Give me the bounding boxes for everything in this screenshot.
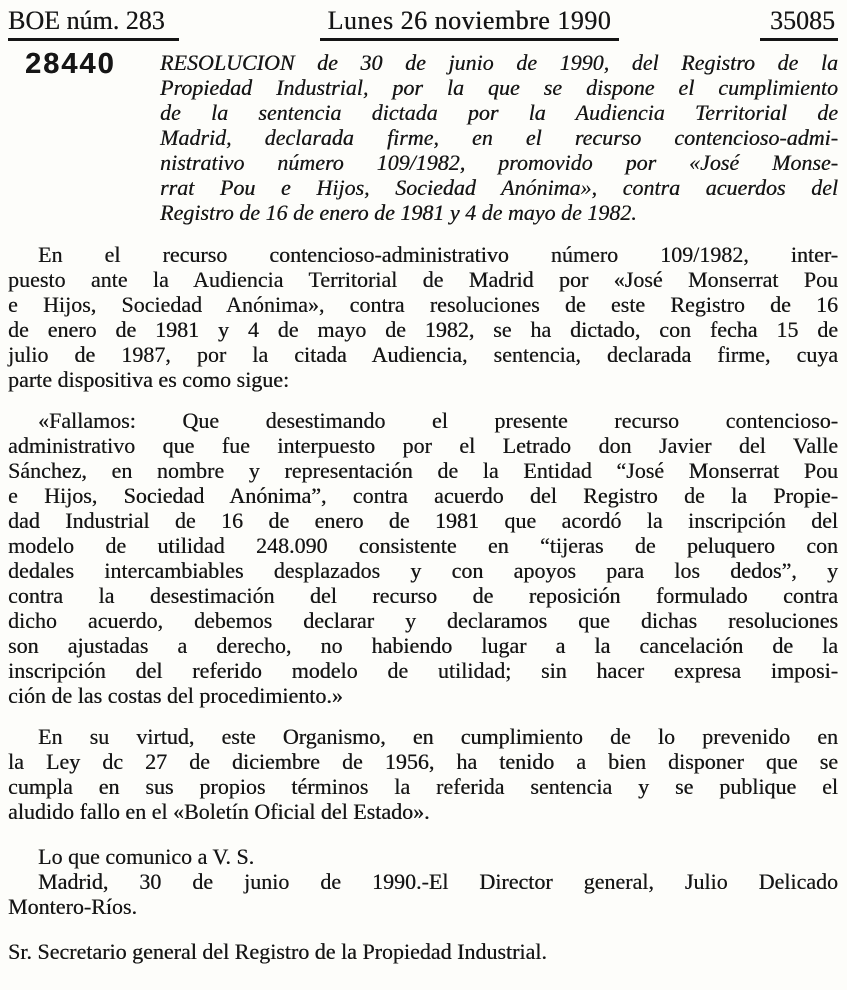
- text-line: dad Industrial de 16 de enero de 1981 que acordó la inscripción del: [8, 508, 838, 533]
- article-body: [8, 242, 838, 964]
- text-line: son ajustadas a derecho, no habiendo lugar a la cancelación de la: [8, 633, 838, 658]
- heading-line: de la sentencia dictada por la Audiencia Territorial de: [160, 100, 838, 125]
- paragraph: [8, 242, 838, 392]
- paragraph: [8, 939, 838, 964]
- paragraph: [8, 844, 838, 869]
- heading-line: Madrid, declarada firme, en el recurso contencioso-admi-: [160, 125, 838, 150]
- issue-date: Lunes 26 noviembre 1990: [320, 6, 620, 41]
- article-heading: [160, 50, 838, 225]
- page-header: [8, 6, 838, 41]
- text-line: de enero de 1981 y 4 de mayo de 1982, se ha dictado, con fecha 15 de: [8, 317, 838, 342]
- heading-line: RESOLUCION de 30 de junio de 1990, del Registro de la: [160, 50, 838, 75]
- issue-number: BOE núm. 283: [8, 6, 179, 41]
- text-line: parte dispositiva es como sigue:: [8, 367, 290, 392]
- page-number: 35085: [760, 6, 838, 41]
- text-line: la Ley dc 27 de diciembre de 1956, ha tenido a bien disponer que se: [8, 749, 838, 774]
- paragraph: [8, 869, 838, 919]
- heading-line: Registro de 16 de enero de 1981 y 4 de mayo de 1982.: [160, 200, 637, 225]
- text-line: ción de las costas del procedimiento.»: [8, 683, 343, 708]
- text-line: «Fallamos: Que desestimando el presente recurso contencioso-: [38, 408, 838, 433]
- text-line: modelo de utilidad 248.090 consistente en “tijeras de peluquero con: [8, 533, 838, 558]
- text-line: cumpla en sus propios términos la referida sentencia y se publique el: [8, 774, 838, 799]
- text-line: En el recurso contencioso-administrativo número 109/1982, inter-: [38, 242, 838, 267]
- text-line: Lo que comunico a V. S.: [38, 844, 255, 869]
- text-line: e Hijos, Sociedad Anónima», contra resoluciones de este Registro de 16: [8, 292, 838, 317]
- text-line: e Hijos, Sociedad Anónima”, contra acuerdo del Registro de la Propie-: [8, 483, 838, 508]
- paragraph: [8, 408, 838, 708]
- text-line: administrativo que fue interpuesto por el Letrado don Javier del Valle: [8, 433, 838, 458]
- text-line: En su virtud, este Organismo, en cumplimiento de lo prevenido en: [38, 724, 838, 749]
- text-line: contra la desestimación del recurso de reposición formulado contra: [8, 583, 838, 608]
- text-line: Sánchez, en nombre y representación de la Entidad “José Monserrat Pou: [8, 458, 838, 483]
- text-line: inscripción del referido modelo de utilidad; sin hacer expresa imposi-: [8, 658, 838, 683]
- paragraph: [8, 724, 838, 824]
- heading-line: nistrativo número 109/1982, promovido por «José Monse-: [160, 150, 838, 175]
- heading-line: Propiedad Industrial, por la que se dispone el cumplimiento: [160, 75, 838, 100]
- text-line: julio de 1987, por la citada Audiencia, sentencia, declarada firme, cuya: [8, 342, 838, 367]
- article-id: 28440: [25, 48, 116, 80]
- text-line: dicho acuerdo, debemos declarar y declaramos que dichas resoluciones: [8, 608, 838, 633]
- addressee: Sr. Secretario general del Registro de la Propiedad Industrial.: [8, 939, 547, 964]
- signature-line: Madrid, 30 de junio de 1990.-El Director general, Julio Delicado: [38, 869, 838, 894]
- text-line: dedales intercambiables desplazados y con apoyos para los dedos”, y: [8, 558, 838, 583]
- article: [8, 50, 838, 225]
- text-line: puesto ante la Audiencia Territorial de Madrid por «José Monserrat Pou: [8, 267, 838, 292]
- text-line: aludido fallo en el «Boletín Oficial del Estado».: [8, 799, 430, 824]
- heading-line: rrat Pou e Hijos, Sociedad Anónima», contra acuerdos del: [160, 175, 838, 200]
- signature-line: Montero-Ríos.: [8, 894, 137, 919]
